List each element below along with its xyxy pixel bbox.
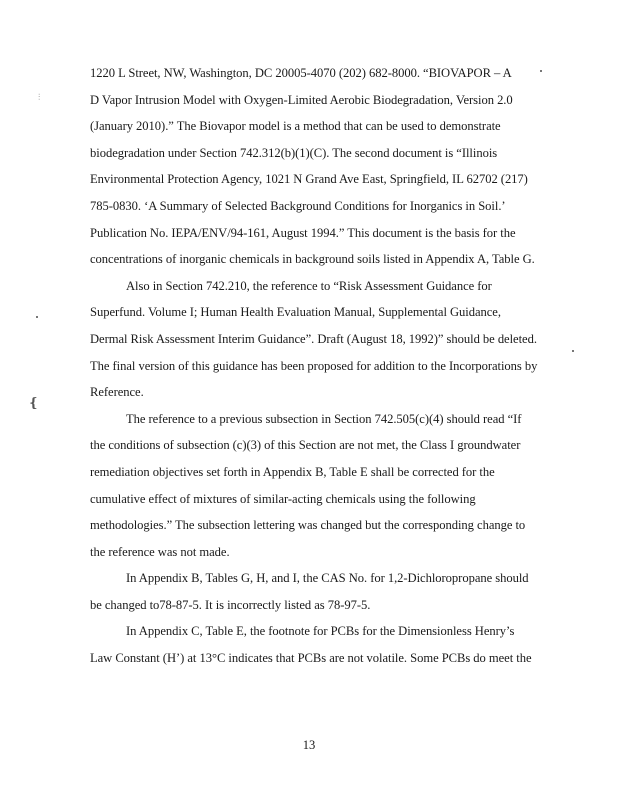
text-line: biodegradation under Section 742.312(b)(1)(C). The second document is “Illinois	[90, 145, 498, 160]
text-line: Reference.	[90, 385, 144, 400]
text-line: cumulative effect of mixtures of similar-acting chemicals using the following	[90, 491, 476, 506]
text-line: Environmental Protection Agency, 1021 N Grand Ave East, Springfield, IL 62702 (217)	[90, 172, 528, 187]
text-line: 785-0830. ‘A Summary of Selected Background Conditions for Inorganics in Soil.’	[90, 198, 506, 213]
scan-mark-middle: ❴	[28, 396, 39, 411]
text-line: (January 2010).” The Biovapor model is a method that can be used to demonstrate	[90, 119, 501, 134]
page-number: 13	[302, 738, 316, 752]
text-line: D Vapor Intrusion Model with Oxygen-Limited Aerobic Biodegradation, Version 2.0	[90, 92, 513, 107]
body-text	[90, 60, 538, 672]
scan-dot	[36, 316, 38, 318]
text-line: Also in Section 742.210, the reference to “Risk Assessment Guidance for	[126, 278, 492, 293]
scan-mark-top: ⫶	[38, 93, 41, 103]
scan-dot	[540, 70, 542, 72]
text-line: the conditions of subsection (c)(3) of this Section are not met, the Class I groundwater	[90, 438, 521, 453]
text-line: The final version of this guidance has been proposed for addition to the Incorporations by	[90, 358, 538, 373]
text-line: methodologies.” The subsection lettering was changed but the corresponding change to	[90, 518, 526, 533]
text-line: Dermal Risk Assessment Interim Guidance”. Draft (August 18, 1992)” should be deleted.	[90, 331, 537, 346]
text-line: concentrations of inorganic chemicals in background soils listed in Appendix A, Table G.	[90, 252, 535, 267]
text-line: the reference was not made.	[90, 544, 230, 559]
text-line: The reference to a previous subsection in Section 742.505(c)(4) should read “If	[126, 411, 522, 426]
text-line: Superfund. Volume I; Human Health Evaluation Manual, Supplemental Guidance,	[90, 305, 501, 320]
text-line: Law Constant (H’) at 13°C indicates that PCBs are not volatile. Some PCBs do meet the	[90, 651, 532, 666]
text-line: Publication No. IEPA/ENV/94-161, August 1994.” This document is the basis for the	[90, 225, 516, 240]
text-line: 1220 L Street, NW, Washington, DC 20005-4070 (202) 682-8000. “BIOVAPOR – A	[90, 66, 512, 80]
text-line: In Appendix B, Tables G, H, and I, the CAS No. for 1,2-Dichloropropane should	[126, 571, 529, 586]
scan-dot	[572, 350, 574, 352]
text-line: remediation objectives set forth in Appendix B, Table E shall be corrected for the	[90, 464, 495, 479]
text-line: be changed to78-87-5. It is incorrectly listed as 78-97-5.	[90, 597, 371, 612]
text-line: In Appendix C, Table E, the footnote for PCBs for the Dimensionless Henry’s	[126, 624, 515, 639]
